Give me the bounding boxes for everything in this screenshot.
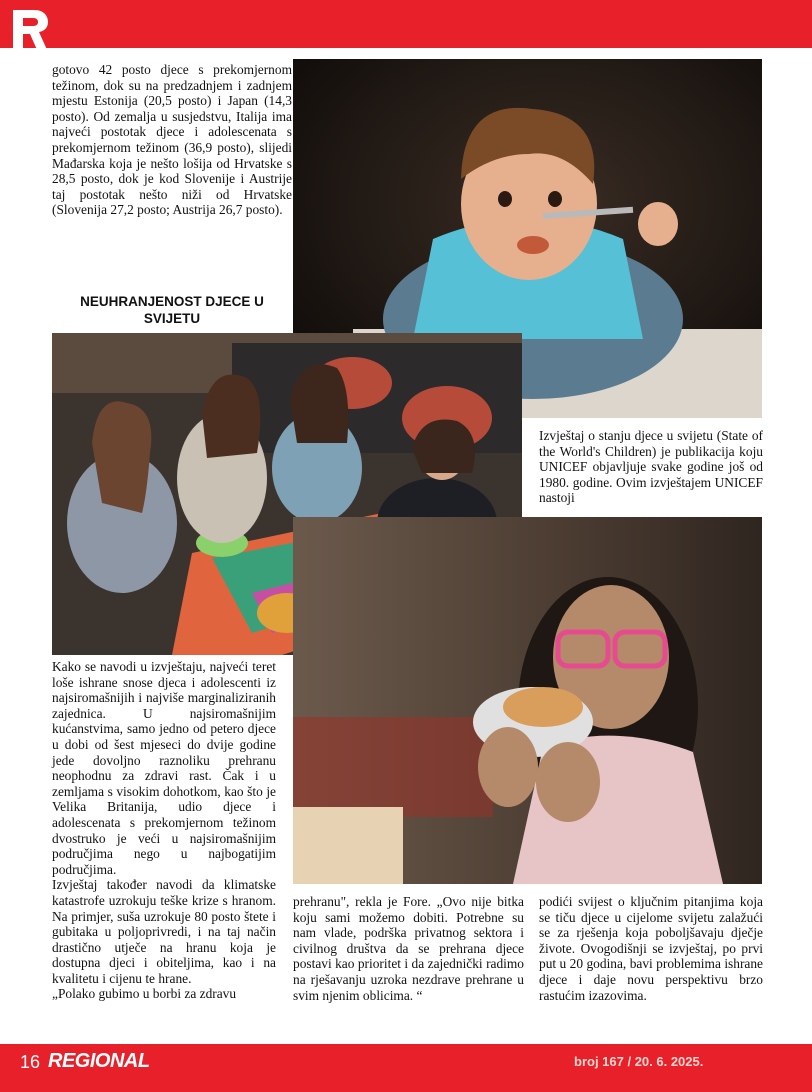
paragraph: prehranu", rekla je Fore. „Ovo nije bitka koju sami možemo dobiti. Potrebne su nam vlade, podrška privatnog sektora i civilnog društva da se prehrana djece postavi kao prioritet i da zajednički radimo na rješavanju uzroka nezdrave prehrane u svim njenim oblicima. “ xyxy=(293,894,524,1003)
paragraph: Izvještaj također navodi da klimatske katastrofe uzrokuju teške krize s hranom. Na primjer, suša uzrokuje 80 posto štete i gubitaka u poljoprivredi, i na taj način drastično utječe na hranu koja je dostupna djeci i obiteljima, kao i na kvalitetu i cijenu te hrane. xyxy=(52,877,276,986)
text-column-3-middle xyxy=(539,428,763,506)
paragraph: Kako se navodi u izvještaju, najveći teret loše ishrane snose djeca i adolescenti iz najsiromašnijih i najviše marginaliziranih zajednica. U najsiromašnijim kućanstvima, samo jedno od petero djece u dobi od šest mjeseci do dvije godine jede dovoljno raznoliku prehranu neophodnu za zdravi rast. Čak i u zemljama s visokim dohotkom, kao što je Velika Britanija, udio djece i adolescenata s prekomjernom težinom dvostruko je veći u najsiromašnijim područjima nego u najbogatijim područjima. xyxy=(52,659,276,877)
paragraph: gotovo 42 posto djece s prekomjernom težinom, dok su na predzadnjem i zadnjem mjestu Estonija (20,5 posto) i Japan (14,3 posto). Od zemalja u susjedstvu, Italija ima najveći postotak djece i adolescenata s prekomjernom težinom (36,9 posto), slijedi Mađarska koja je nešto lošija od Hrvatske s 28,5 posto, dok je kod Slovenije i Austrije taj postotak nešto niži od Hrvatske (Slovenija 27,2 posto; Austrija 26,7 posto). xyxy=(52,62,292,218)
paragraph: „Polako gubimo u borbi za zdravu xyxy=(52,986,237,1002)
brand-logo: REGIONAL xyxy=(48,1050,150,1072)
text-column-3-bottom xyxy=(539,894,763,1003)
photo-girl-with-glasses xyxy=(293,517,762,884)
paragraph: podići svijest o ključnim pitanjima koja se tiču djece u cijelome svijetu zalažući se za rješenja koja poboljšavaju dječje živote. Ovogodišnji se izvještaj, po prvi put u 20 godina, bavi problemima ishrane djece i daje novu perspektivu brzo rastućim izazovima. xyxy=(539,894,763,1003)
top-bar xyxy=(0,0,812,48)
text-column-1-bottom xyxy=(52,659,276,1002)
text-column-1-top xyxy=(52,62,292,218)
text-column-2-bottom xyxy=(293,894,524,1003)
issue-info: broj 167 / 20. 6. 2025. xyxy=(574,1054,704,1069)
paragraph: Izvještaj o stanju djece u svijetu (State of the World's Children) je publikacija koju UNICEF objavljuje svake godine još od 1980. godine. Ovim izvještajem UNICEF nastoji xyxy=(539,428,763,506)
section-heading: NEUHRANJENOST DJECE U SVIJETU xyxy=(80,294,264,326)
r-logo-icon xyxy=(10,8,50,54)
page-number: 16 xyxy=(20,1052,41,1072)
